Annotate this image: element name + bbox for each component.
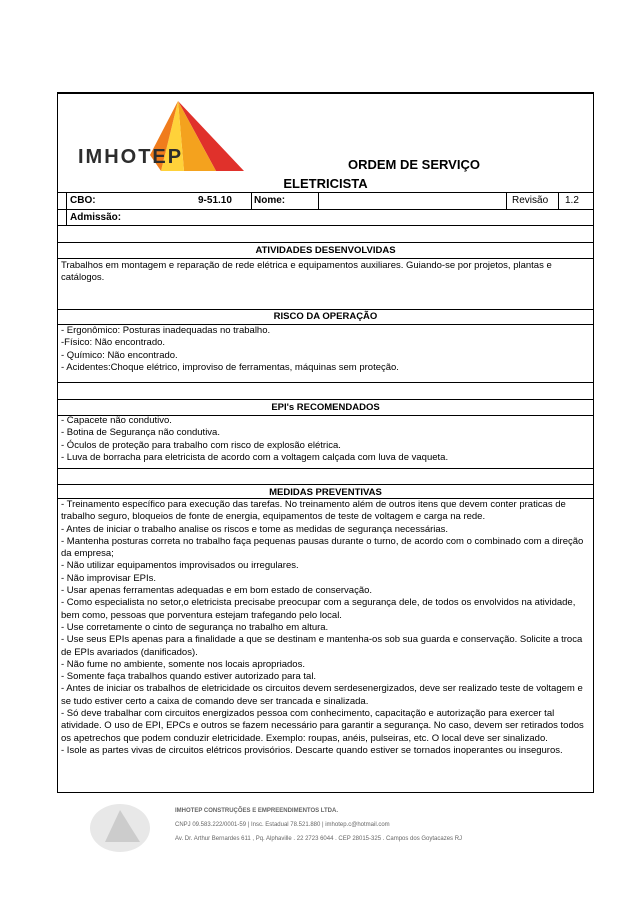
footer-registry: CNPJ 09.583.222/0001-59 | Insc. Estadual 78.521.880 | imhotep.c@hotmail.com: [175, 822, 390, 828]
epi-item: - Botina de Segurança não condutiva.: [61, 427, 220, 439]
cbo-value: 9-51.10: [198, 195, 232, 206]
activities-heading: ATIVIDADES DESENVOLVIDAS: [255, 245, 396, 256]
risk-item: - Ergonômico: Posturas inadequadas no trabalho.: [61, 325, 271, 336]
risk-list: [61, 325, 589, 375]
risk-item: - Químico: Não encontrado.: [61, 349, 178, 361]
epi-heading: EPI's RECOMENDADOS: [271, 402, 380, 413]
letterhead-footer: [0, 800, 638, 860]
role-title: ELETRICISTA: [283, 176, 368, 191]
risk-heading: RISCO DA OPERAÇÃO: [273, 311, 378, 322]
admission-label: Admissão:: [70, 212, 122, 223]
risk-item: -Físico: Não encontrado.: [61, 337, 166, 349]
order-title: ORDEM DE SERVIÇO: [348, 157, 480, 172]
epi-item: - Luva de borracha para eletricista de acordo com a voltagem calçada com luva de vaqueta.: [61, 452, 449, 464]
service-order-document: [57, 92, 594, 793]
name-value[interactable]: [320, 195, 503, 208]
risk-item: - Acidentes:Choque elétrico, improviso de ferramentas, máquinas sem proteção.: [61, 362, 399, 374]
footer-address: Av. Dr. Arthur Bernardes 611 , Pq. Alphaville . 22 2723 6044 . CEP 28015-325 . Campos dos Goytacazes RJ: [175, 836, 463, 842]
revision-value: 1.2: [565, 195, 579, 206]
epi-item: - Óculos de proteção para trabalho com risco de explosão elétrica.: [61, 439, 341, 451]
preventive-text: - Treinamento específico para execução das tarefas. No treinamento além de outros itens que devem conter praticas de trabalho seguro, bloqueios de fonte de energia, equipamentos de teste de voltagem e carga na rede. - Antes de iniciar o trabalho analise os riscos e tome as medidas de segurança necessárias. - Mantenha posturas correta no trabalho faça pequenas pausas durante o turno, de acordo com o combinado com a direção da empresa; - Não utilizar equipamentos improvisados ou irregulares. - Não improvisar EPIs. - Usar apenas ferramentas adequadas e em bom estado de conservação. - Como especialista no setor,o eletricista precisabe preocupar com a segurança dele, de todos os envolvidos na atividade, bem como, pessoas que porventura estejam trafegando pelo local. - Use corretamente o cinto de segurança no trabalho em altura. - Use seus EPIs apenas para a finalidade a que se destinam e mantenha-os sob sua guarda e conservação. Solicite a troca de EPIs avariados (danificados). - Não fume no ambiente, somente nos locais apropriados. - Somente faça trabalhos quando estiver autorizado para tal. - Antes de iniciar os trabalhos de eletricidade os circuitos devem serdesenergizados, deve ser realizado teste de voltagem e se tudo estiver certo a caixa de comando deve ser trancada e sinalizada. - Só deve trabalhar com circuitos energizados pessoa com conhecimento, capacitação e autorização para exercer tal atividade. O uso de EPI, EPCs e outros se fazem necessário para garantir a segurança. No caso, devem ser retirados todos os apetrechos que podem conduzir eletricidade. Exemplo: roupas, anéis, pulseiras, etc. O local deve ser sinalizado. - Isole as partes vivas de circuitos elétricos provisórios. Descarte quando estiver se tornados inoperantes ou inseguros.: [61, 499, 584, 756]
activities-text: Trabalhos em montagem e reparação de rede elétrica e equipamentos auxiliares. Guiando-se por projetos, plantas e catálogos.: [61, 260, 552, 284]
cbo-label: CBO:: [70, 195, 96, 206]
name-label: Nome:: [254, 195, 286, 206]
preventive-heading: MEDIDAS PREVENTIVAS: [269, 487, 382, 498]
footer-company: IMHOTEP CONSTRUÇÕES E EMPREENDIMENTOS LTDA.: [175, 808, 339, 814]
logo-wordmark: IMHOTEP: [78, 146, 184, 168]
revision-label: Revisão: [512, 195, 549, 206]
epi-list: [61, 415, 589, 465]
footer-seal-icon: [85, 800, 155, 855]
epi-item: - Capacete não condutivo.: [61, 415, 172, 426]
